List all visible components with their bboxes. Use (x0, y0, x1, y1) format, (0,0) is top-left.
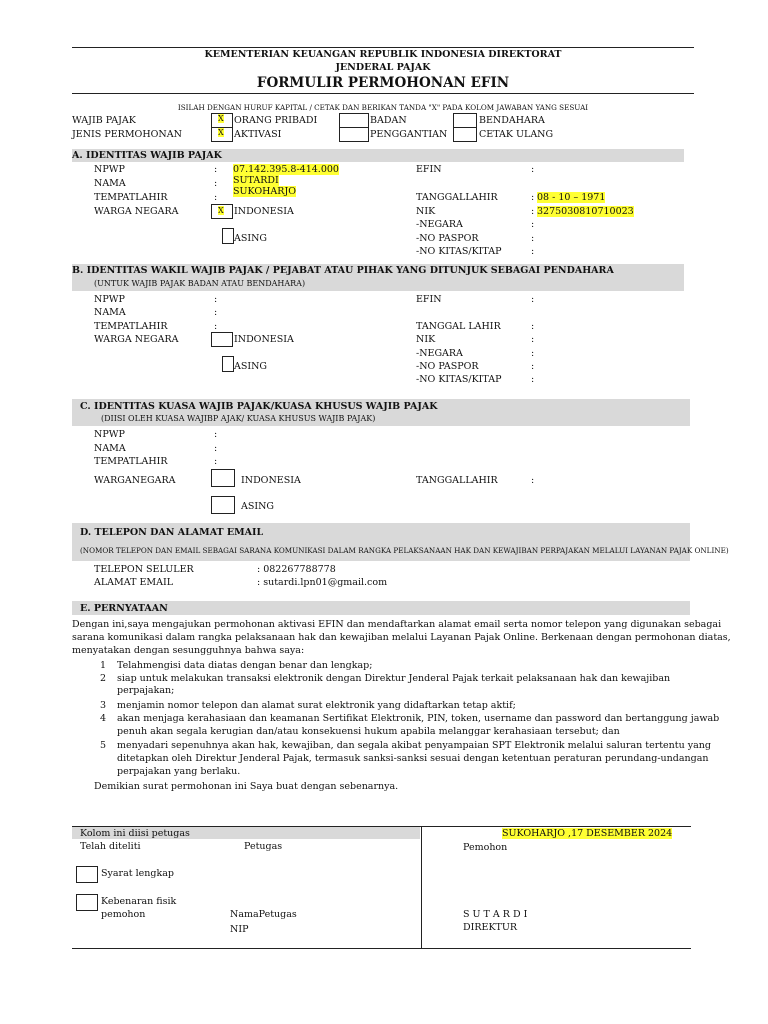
footer-syarat-label: Syarat lengkap (101, 868, 174, 879)
d-telp-label: TELEPON SELULER (94, 564, 194, 575)
a-paspor-label: -NO PASPOR (416, 233, 479, 244)
aktivasi-mark: X (218, 128, 224, 137)
footer-signer-title: DIREKTUR (463, 922, 518, 933)
fill-instruction: ISILAH DENGAN HURUF KAPITAL / CETAK DAN BERIKAN TANDA "X" PADA KOLOM JAWABAN YANG SESUAI (177, 103, 589, 112)
a-kitas-label: -NO KITAS/KITAP (416, 246, 502, 257)
b-indonesia-checkbox[interactable] (211, 332, 233, 347)
e-intro-line2: sarana komunikasi dalam rangka pelaksanaan hak dan kewajiban melalui Layanan Pajak Online. Berkenaan dengan permohonan diatas, (72, 632, 731, 643)
e-intro-line1: Dengan ini,saya mengajukan permohonan aktivasi EFIN dan mendaftarkan alamat email serta nomor telepon yang digunakan sebagai (72, 619, 722, 630)
c-asing-label: ASING (241, 501, 275, 512)
section-b-title: B. IDENTITAS WAKIL WAJIB PAJAK / PEJABAT ATAU PIHAK YANG DITUNJUK SEBAGAI PENDAHARA (72, 265, 614, 276)
e-item-text: perpajakan; (117, 685, 175, 696)
b-nik-label: NIK (416, 334, 436, 345)
footer-nama-petugas-label: NamaPetugas (230, 909, 297, 920)
footer-place-date: SUKOHARJO ,17 DESEMBER 2024 (502, 828, 673, 839)
a-colon: : (531, 233, 535, 244)
b-nama-label: NAMA (94, 307, 126, 318)
b-colon: : (531, 361, 535, 372)
b-tempatlahir-label: TEMPATLAHIR (94, 321, 168, 332)
a-colon: : (531, 219, 535, 230)
e-item-number: 4 (100, 713, 107, 724)
e-item-text: akan menjaga kerahasiaan dan keamanan Sertifikat Elektronik, PIN, token, username dan password dan bertanggung jawab (117, 713, 720, 724)
c-asing-checkbox[interactable] (211, 496, 235, 514)
e-item-text: menyadari sepenuhnya akan hak, kewajiban, dan segala akibat penyampaian SPT Elektronik melalui saluran tertentu yang (117, 740, 711, 751)
e-item-text: Telahmengisi data diatas dengan benar dan lengkap; (117, 660, 373, 671)
section-c-title: C. IDENTITAS KUASA WAJIB PAJAK/KUASA KHUSUS WAJIB PAJAK (80, 401, 438, 412)
footer-nip-label: NIP (230, 924, 249, 935)
c-colon: : (531, 475, 535, 486)
b-paspor-label: -NO PASPOR (416, 361, 479, 372)
footer-bottom-rule (72, 948, 691, 949)
orang-pribadi-mark: X (218, 114, 224, 123)
a-asing-label: ASING (234, 233, 268, 244)
b-warga-label: WARGA NEGARA (94, 334, 179, 345)
e-item-text: siap untuk melakukan transaksi elektronik dengan Direktur Jenderal Pajak terkait pelaksanaan hak dan kewajiban (117, 673, 671, 684)
section-e-title: E. PERNYATAAN (80, 603, 168, 614)
section-c-subtitle: (DIISI OLEH KUASA WAJIBP AJAK/ KUASA KHUSUS WAJIB PAJAK) (101, 414, 376, 423)
footer-officer-header: Kolom ini diisi petugas (80, 828, 190, 839)
c-tgl-label: TANGGALLAHIR (416, 475, 498, 486)
a-tgl-label: TANGGALLAHIR (416, 192, 498, 203)
b-colon: : (531, 374, 535, 385)
c-indonesia-label: INDONESIA (241, 475, 301, 486)
e-item-number: 3 (100, 700, 107, 711)
a-indonesia-label: INDONESIA (234, 206, 294, 217)
footer-telah-diteliti: Telah diteliti (80, 841, 141, 852)
d-telp-value[interactable]: : 082267788778 (257, 564, 336, 575)
section-d-title: D. TELEPON DAN ALAMAT EMAIL (80, 527, 264, 538)
a-colon: : (214, 192, 218, 203)
orang-pribadi-label: ORANG PRIBADI (234, 115, 318, 126)
b-npwp-label: NPWP (94, 294, 125, 305)
c-colon: : (214, 443, 218, 454)
e-item-text: ditetapkan oleh Direktur Jenderal Pajak, termasuk sanksi-sanksi sesuai dengan ketentuan peraturan perundang-undangan (117, 753, 709, 764)
a-npwp-value[interactable]: 07.142.395.8-414.000 (233, 164, 339, 175)
section-b-subtitle: (UNTUK WAJIB PAJAK BADAN ATAU BENDAHARA) (94, 279, 306, 288)
a-colon: : (531, 246, 535, 257)
header-bottom-rule (72, 93, 694, 94)
b-indonesia-label: INDONESIA (234, 334, 294, 345)
b-colon: : (531, 348, 535, 359)
b-colon: : (531, 294, 535, 305)
a-colon: : (531, 192, 535, 203)
header-top-rule (72, 47, 694, 48)
a-efin-label: EFIN (416, 164, 442, 175)
badan-checkbox[interactable] (339, 113, 369, 128)
c-nama-label: NAMA (94, 443, 126, 454)
b-colon: : (214, 321, 218, 332)
footer-kebenaran-label: Kebenaran fisik (101, 896, 177, 907)
a-nama-label: NAMA (94, 178, 126, 189)
b-colon: : (214, 294, 218, 305)
b-asing-checkbox[interactable] (222, 356, 234, 372)
bendahara-label: BENDAHARA (479, 115, 545, 126)
badan-label: BADAN (370, 115, 407, 126)
b-kitas-label: -NO KITAS/KITAP (416, 374, 502, 385)
a-colon: : (531, 164, 535, 175)
penggantian-checkbox[interactable] (339, 127, 369, 142)
e-intro-line3: menyatakan dengan sesungguhnya bahwa saya: (72, 645, 305, 656)
b-colon: : (214, 307, 218, 318)
header-ministry-line2: JENDERAL PAJAK (335, 62, 431, 73)
bendahara-checkbox[interactable] (453, 113, 477, 128)
a-tanggallahir-value[interactable]: 08 - 10 – 1971 (537, 192, 606, 203)
e-item-number: 2 (100, 673, 107, 684)
kebenaran-fisik-checkbox[interactable] (76, 894, 98, 911)
a-colon: : (214, 178, 218, 189)
d-email-value[interactable]: : sutardi.lpn01@gmail.com (257, 577, 388, 588)
a-indonesia-mark: X (218, 206, 224, 215)
d-email-label: ALAMAT EMAIL (94, 577, 174, 588)
footer-signer-name: S U T A R D I (463, 909, 528, 920)
c-npwp-label: NPWP (94, 429, 125, 440)
a-colon: : (531, 206, 535, 217)
form-title: FORMULIR PERMOHONAN EFIN (256, 75, 510, 91)
penggantian-label: PENGGANTIAN (370, 129, 448, 140)
a-nama-value[interactable]: SUTARDI (233, 175, 279, 186)
cetak-ulang-checkbox[interactable] (453, 127, 477, 142)
b-tgl-label: TANGGAL LAHIR (416, 321, 501, 332)
section-d-note: (NOMOR TELEPON DAN EMAIL SEBAGAI SARANA KOMUNIKASI DALAM RANGKA PELAKSANAAN HAK DAN KEWAJIBAN PERPAJAKAN MELALUI LAYANAN PAJAK ONLINE) (80, 546, 729, 555)
cetak-ulang-label: CETAK ULANG (479, 129, 554, 140)
footer-pemohon-label: Pemohon (463, 842, 508, 853)
c-tempatlahir-label: TEMPATLAHIR (94, 456, 168, 467)
a-npwp-label: NPWP (94, 164, 125, 175)
a-tempatlahir-label: TEMPATLAHIR (94, 192, 168, 203)
b-negara-label: -NEGARA (416, 348, 463, 359)
header-ministry-line1: KEMENTERIAN KEUANGAN REPUBLIK INDONESIA DIREKTORAT (204, 49, 562, 60)
aktivasi-label: AKTIVASI (234, 129, 282, 140)
e-item-text: perpajakan yang berlaku. (117, 766, 241, 777)
c-colon: : (214, 456, 218, 467)
b-colon: : (531, 321, 535, 332)
e-item-text: penuh akan segala kerugian dan/atau konsekuensi hukum apabila melanggar kerahasiaan tersebut; dan (117, 726, 620, 737)
section-a-title: A. IDENTITAS WAJIB PAJAK (72, 150, 222, 161)
wajib-pajak-label: WAJIB PAJAK (72, 115, 136, 126)
syarat-lengkap-checkbox[interactable] (76, 866, 98, 883)
a-asing-checkbox[interactable] (222, 228, 234, 244)
a-nik-label: NIK (416, 206, 436, 217)
e-item-number: 1 (100, 660, 107, 671)
c-warga-label: WARGANEGARA (94, 475, 176, 486)
footer-petugas-label: Petugas (244, 841, 283, 852)
e-item-number: 5 (100, 740, 107, 751)
c-indonesia-checkbox[interactable] (211, 469, 235, 487)
footer-kebenaran-label: pemohon (101, 909, 146, 920)
e-item-text: menjamin nomor telepon dan alamat surat elektronik yang didaftarkan tetap aktif; (117, 700, 516, 711)
b-colon: : (531, 334, 535, 345)
a-nik-value[interactable]: 3275030810710023 (537, 206, 634, 217)
c-colon: : (214, 429, 218, 440)
b-asing-label: ASING (234, 361, 268, 372)
jenis-permohonan-label: JENIS PERMOHONAN (72, 129, 182, 140)
a-negara-label: -NEGARA (416, 219, 463, 230)
e-closing: Demikian surat permohonan ini Saya buat dengan sebenarnya. (94, 781, 399, 792)
a-colon: : (214, 164, 218, 175)
a-tempatlahir-value[interactable]: SUKOHARJO (233, 186, 297, 197)
footer-divider (421, 826, 422, 948)
a-warga-label: WARGA NEGARA (94, 206, 179, 217)
b-efin-label: EFIN (416, 294, 442, 305)
